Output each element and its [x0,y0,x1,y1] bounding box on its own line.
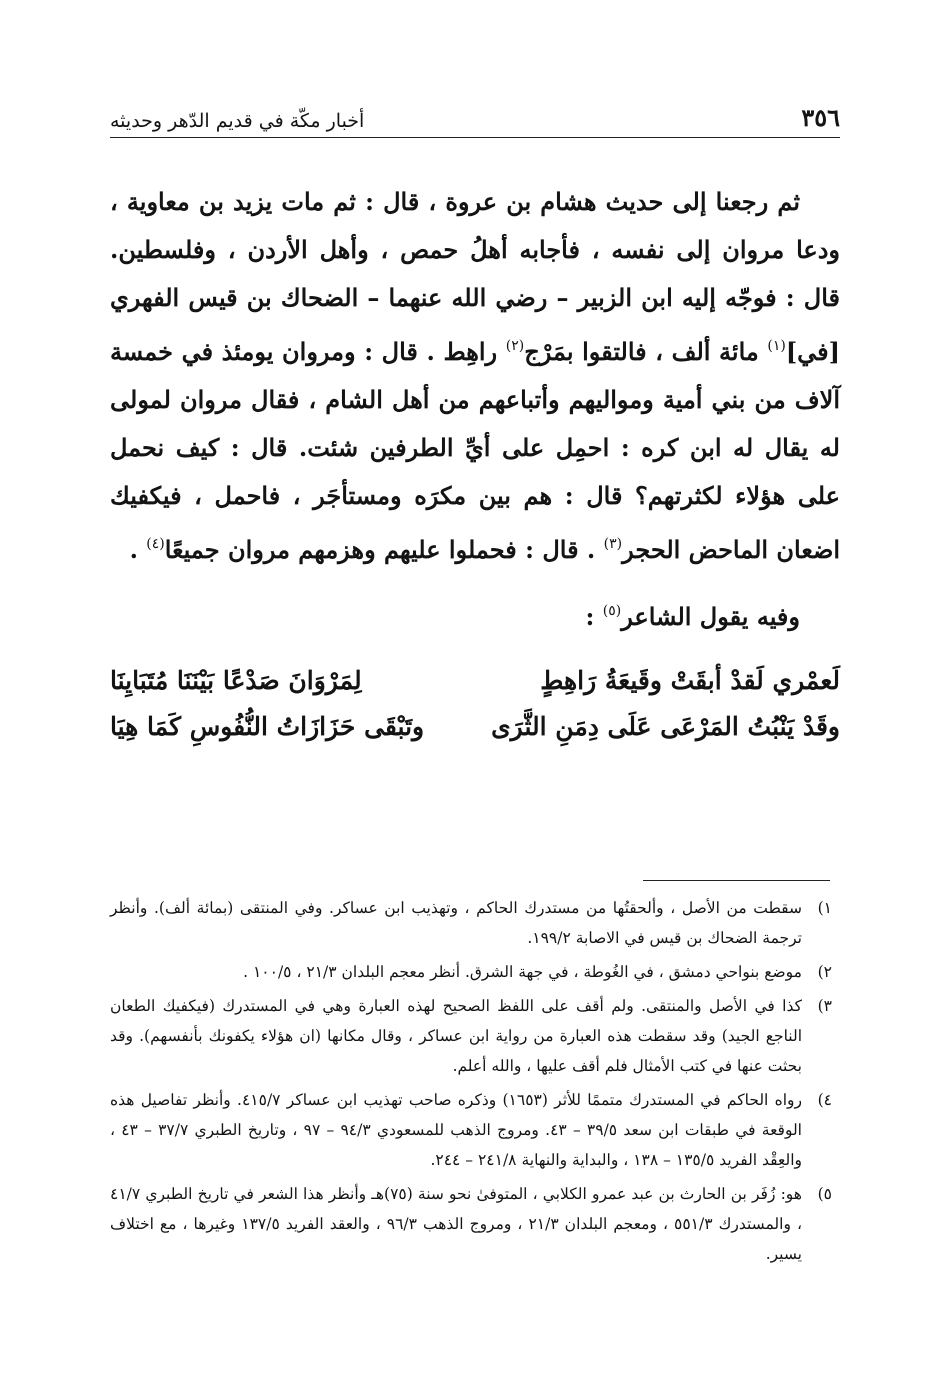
footnote-number: ٤) [817,1091,832,1109]
footnote-ref: (٣) [603,536,623,552]
footnote-ref: (٥) [602,603,622,619]
footnote-text: سقطت من الأصل ، وألحقتُها من مستدرك الحاكم ، وتهذيب ابن عساكر. وفي المنتقى (بمائة ألف). وأنظر ترجمة الضحاك بن قيس في الاصابة ١٩٩/٢. [110,899,802,947]
paragraph-text: راهِط . قال : ومروان يومئذ في خمسة آلاف من بني أمية ومواليهم وأتباعهم من أهل الشام ، فقال مروان لمولى له يقال له ابن كره : احمِل على أيِّ الطرفين شئت. قال : كيف نحمل على هؤلاء لكثرتهم؟ قال : هم بين مكرَه ومستأجَر ، فاحمل ، فيكفيك اضعان الماحض الحجر [110,337,840,564]
footnote-separator [643,880,830,881]
poem-verse [110,704,840,750]
poem-intro-text: وفيه يقول الشاعر [621,602,800,631]
paragraph-text: مائة ألف ، فالتقوا بمَرْج [524,337,768,366]
poem-verse [110,658,840,704]
footnote [110,893,832,953]
page-header [110,92,840,132]
paragraph-text: . [129,535,147,564]
poem-hemistich-first: لَعمْري لَقدْ أبقَتْ وقَيعَةُ رَاهِطٍ [540,666,840,695]
footnote-text: موضع بنواحي دمشق ، في الغُوطة ، في جهة الشرق. أنظر معجم البلدان ٢١/٣ ، ١٠٠/٥ . [243,963,802,981]
footnote [110,1085,832,1175]
footnote-number: ٢) [817,963,832,981]
main-text [110,178,840,574]
footnote-number: ٥) [817,1185,832,1203]
page-number: ٣٥٦ [801,103,840,132]
footnote-text: هو: زُفَر بن الحارث بن عبد عمرو الكلابي ، المتوفىٰ نحو سنة (٧٥)هـ وأنظر هذا الشعر في تاريخ الطبري ٤١/٧ ، والمستدرك ٥٥١/٣ ، ومعجم البلدان ٢١/٣ ، ومروج الذهب ٩٦/٣ ، والعقد الفريد ١٣٧/٥ وغيرها ، مع اختلاف يسير. [110,1185,802,1263]
main-paragraph [110,178,840,574]
footnote-ref: (٢) [505,338,525,354]
poem-hemistich-second: وتَبْقَى حَزَازَاتُ النُّفُوسِ كَمَا هِيَا [110,712,425,741]
footnote-text: كذا في الأصل والمنتقى. ولم أقف على اللفظ الصحيح لهذه العبارة وهي في المستدرك (فيكفيك الطعان الناجع الجيد) وقد سقطت هذه العبارة من رواية ابن عساكر ، وقال مكانها (ان هؤلاء يكفونك بأنفسهم). وقد بحثت عنها في كتب الأمثال فلم أقف عليها ، والله أعلم. [110,997,802,1075]
footnote-number: ١) [817,899,832,917]
footnotes [110,893,832,1273]
footnote [110,991,832,1081]
footnote-text: رواه الحاكم في المستدرك متممًا للأثر (١٦٥٣) وذكره صاحب تهذيب ابن عساكر ٤١٥/٧. وأنظر تفاصيل هذه الوقعة في طبقات ابن سعد ٣٩/٥ – ٤٣. ومروج الذهب للمسعودي ٩٤/٣ – ٩٧ ، وتاريخ الطبري ٣٧/٧ – ٤٣ ، والعِقْد الفريد ١٣٥/٥ – ١٣٨ ، والبداية والنهاية ٢٤١/٨ – ٢٤٤. [110,1091,803,1169]
poem-intro [586,602,841,631]
poem [110,658,840,750]
footnote [110,957,832,987]
poem-intro-colon: : [585,602,603,631]
header-rule [110,137,840,138]
footnote-number: ٣) [817,997,832,1015]
footnote-ref: (٤) [146,536,165,552]
poem-hemistich-second: لِمَرْوَانَ صَدْعًا بَيْنَنَا مُتَبَايِنَا [110,666,362,695]
paragraph-text: ثم رجعنا إلى حديث هشام بن عروة ، قال : ثم مات يزيد بن معاوية ، ودعا مروان إلى نفسه ، فأجابه أهلُ حمص ، وأهل الأردن ، وفلسطين. قال : فوجّه إليه ابن الزبير – رضي الله عنهما – الضحاك بن قيس الفهري [في] [110,187,840,366]
running-title: أخبار مكّة في قديم الدّهر وحديثه [110,110,365,132]
paragraph-text: . قال : فحملوا عليهم وهزمهم مروان جميعًا [164,535,604,564]
poem-hemistich-first: وقَدْ يَنْبُتُ المَرْعَى عَلَى دِمَنِ الثَّرَى [491,712,840,741]
footnote [110,1179,832,1269]
footnote-ref: (١) [767,338,786,354]
